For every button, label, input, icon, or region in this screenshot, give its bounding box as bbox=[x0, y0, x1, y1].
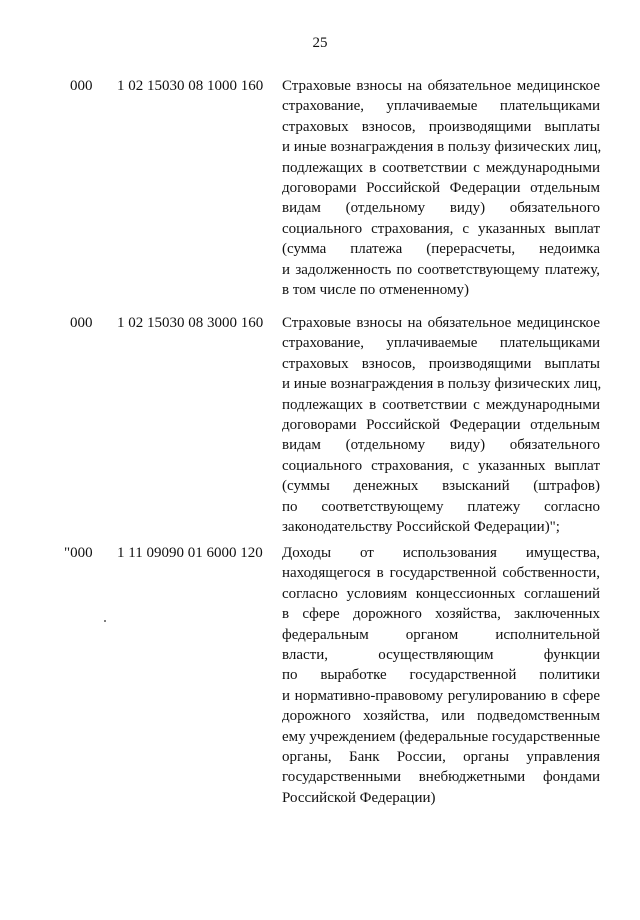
description-line: государственными внебюджетными фондами bbox=[282, 769, 600, 786]
description-line: социального страхования, с указанных выплат bbox=[282, 457, 600, 474]
description-line: находящегося в государственной собственности, bbox=[282, 565, 600, 582]
description-line: по соответствующему платежу согласно bbox=[282, 498, 600, 515]
description-line: и иные вознаграждения в пользу физических лиц, bbox=[282, 376, 602, 393]
description-line: и иные вознаграждения в пользу физических лиц, bbox=[282, 139, 602, 156]
entry-description bbox=[282, 313, 600, 537]
admin-code: "000 bbox=[64, 545, 93, 561]
description-line: страховых взносов, производящими выплаты bbox=[282, 118, 600, 135]
description-line: Страховые взносы на обязательное медицинское bbox=[282, 78, 600, 94]
description-line: Страховые взносы на обязательное медицинское bbox=[282, 315, 600, 331]
description-line: подлежащих в соответствии с международными bbox=[282, 396, 600, 413]
description-line: договорами Российской Федерации отдельным bbox=[282, 180, 600, 197]
entry-description bbox=[282, 543, 600, 808]
description-line: и задолженность по соответствующему платежу, bbox=[282, 261, 600, 278]
description-line: видам (отдельному виду) обязательного bbox=[282, 437, 600, 454]
description-line: страховых взносов, производящими выплаты bbox=[282, 355, 600, 372]
description-line: федеральным органом исполнительной bbox=[282, 626, 600, 643]
admin-code: 000 bbox=[70, 315, 93, 331]
description-line: законодательству Российской Федерации)"; bbox=[282, 519, 560, 536]
description-line: в том числе по отмененному) bbox=[282, 282, 469, 299]
scan-speck bbox=[104, 620, 106, 622]
kbk-code: 1 11 09090 01 6000 120 bbox=[117, 545, 263, 561]
description-line: (суммы денежных взысканий (штрафов) bbox=[282, 478, 600, 495]
kbk-code: 1 02 15030 08 3000 160 bbox=[117, 315, 264, 331]
description-line: согласно условиям концессионных соглашений bbox=[282, 585, 600, 602]
description-line: органы, Банк России, органы управления bbox=[282, 749, 600, 766]
entry-description bbox=[282, 76, 600, 300]
description-line: страхование, уплачиваемые плательщиками bbox=[282, 335, 600, 352]
page-number: 25 bbox=[312, 35, 328, 51]
description-line: в сфере дорожного хозяйства, заключенных bbox=[282, 606, 600, 623]
description-line: Доходы от использования имущества, bbox=[282, 545, 600, 561]
kbk-code: 1 02 15030 08 1000 160 bbox=[117, 78, 264, 94]
description-line: (сумма платежа (перерасчеты, недоимка bbox=[282, 241, 600, 258]
description-line: социального страхования, с указанных выплат bbox=[282, 220, 600, 237]
description-line: и нормативно-правовому регулированию в сфере bbox=[282, 687, 600, 704]
description-line: страхование, уплачиваемые плательщиками bbox=[282, 98, 600, 115]
description-line: договорами Российской Федерации отдельным bbox=[282, 417, 600, 434]
description-line: подлежащих в соответствии с международными bbox=[282, 159, 600, 176]
description-line: власти, осуществляющим функции bbox=[282, 647, 600, 664]
description-line: Российской Федерации) bbox=[282, 789, 436, 806]
description-line: ему учреждением (федеральные государственные bbox=[282, 728, 600, 745]
description-line: дорожного хозяйства, или подведомственным bbox=[282, 708, 600, 725]
description-line: по выработке государственной политики bbox=[282, 667, 600, 684]
description-line: видам (отдельному виду) обязательного bbox=[282, 200, 600, 217]
admin-code: 000 bbox=[70, 78, 93, 94]
